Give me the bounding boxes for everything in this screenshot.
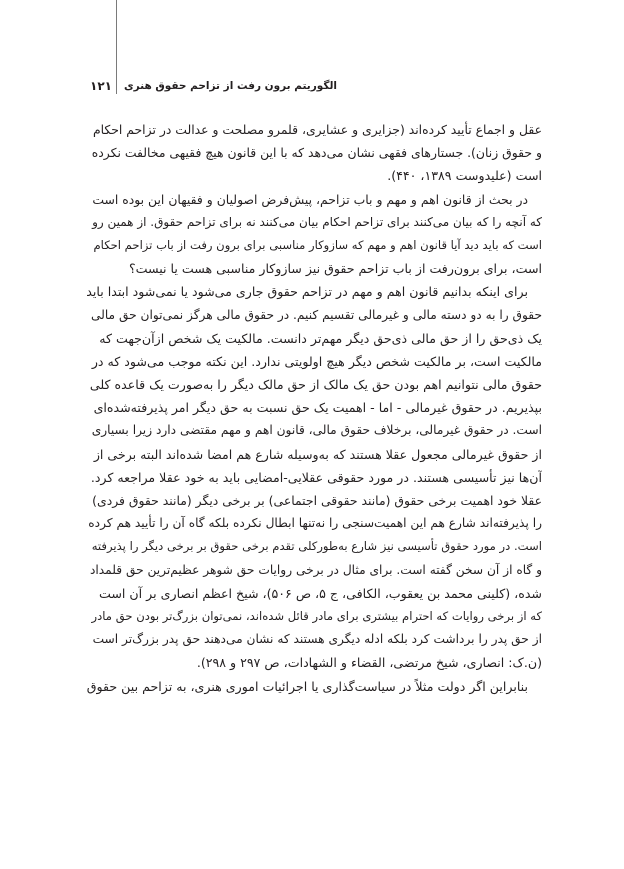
text-line: بنابراین اگر دولت مثلاً در سیاست‌گذاری یا اجرائیات اموری هنری، به تزاحم بین حقوق	[86, 678, 528, 694]
text-line: حقوق را به دو دسته مالی و غیرمالی تقسیم کنیم. در حقوق مالی هرگز نمی‌توان حق مالی	[90, 307, 542, 322]
text-line: است. در مورد حقوق تأسیسی نیز شارع به‌طورکلی تقدم برخی حقوق بر برخی دیگر را پذیرفته	[91, 539, 542, 554]
page-number: ۱۲۱	[90, 79, 112, 93]
text-line: شده، (کلینی محمد بن یعقوب، الکافی، ج ۵، ص ۵۰۶)، شیخ اعظم انصاری بر آن است	[99, 585, 542, 601]
text-line: مالکیت است، بر مالکیت شخص دیگر هیچ اولویتی ندارد. این نکته موجب می‌شود که در	[91, 353, 542, 369]
text-line: و حقوق زنان). جستارهای فقهی نشان می‌دهد که با این قانون هیچ فقیهی مخالفت نکرده	[91, 145, 542, 161]
text-line: آن‌ها نیز تأسیسی هستند. در مورد حقوقی عقلایی-امضایی باید به خود عقلا مراجعه کرد.	[90, 469, 542, 485]
text-line: عقل و اجماع تأیید کرده‌اند (جزایری و عشایری، قلمرو مصلحت و عدالت در تزاحم احکام	[92, 122, 542, 137]
text-line: یک ذی‌حق را از حق مالی ذی‌حق دیگر مهم‌تر دانست. مالکیت یک شخص ازآن‌جهت که	[99, 330, 542, 346]
text-line: است، برای برون‌رفت از باب تزاحم حقوق نیز سازوکار مناسبی هست یا نیست؟	[128, 261, 542, 277]
text-line: بپذیریم. در حقوق غیرمالی - اما - اهمیت یک حق نسبت به حق دیگر امر پذیرفته‌شده‌ای	[93, 400, 542, 416]
text-line: عقلا خود اهمیت برخی حقوق (مانند حقوقی اجتماعی) بر برخی دیگر (مانند حقوق فردی)	[92, 493, 542, 508]
text-line: برای اینکه بدانیم قانون اهم و مهم در تزاحم حقوق جاری می‌شود یا نمی‌شود ابتدا باید	[86, 284, 528, 300]
text-line: حقوق مالی نتوانیم اهم بودن حق یک مالک از حق مالک دیگر را به‌صورت یک قاعده کلی	[89, 377, 542, 393]
text-line: که از برخی روایات که احترام بیشتری برای مادر قائل شده‌اند، نمی‌توان بزرگ‌تر بودن حق مادر	[91, 608, 542, 623]
text-line: از حق پدر را برداشت کرد بلکه ادله دیگری هستند که نشان می‌دهند حق پدر بزرگ‌تر است	[92, 632, 542, 647]
text-line: است. در حقوق غیرمالی، برخلاف حقوق مالی، قانون اهم و مهم مقتضی دارد زیرا بسیاری	[91, 423, 542, 438]
body-text	[86, 118, 542, 698]
text-line: از حقوق غیرمالی مجعول عقلا هستند که به‌وسیله شارع هم امضا شده‌اند البته برخی از	[93, 446, 542, 462]
text-line: است (علیدوست ۱۳۸۹، ۴۴۰).	[387, 168, 542, 184]
text-line: را پذیرفته‌اند شارع هم این اهمیت‌سنجی را نه‌تنها ابطال نکرده بلکه گاه آن را تأیید هم کرده	[88, 516, 542, 531]
text-line: و گاه از آن سخن گفته است. برای مثال در برخی روایات حق شوهر عظیم‌ترین حق قلمداد	[89, 562, 542, 577]
text-line: در بحث از قانون اهم و مهم و باب تزاحم، پیش‌فرض اصولیان و فقیهان این بوده است	[92, 191, 528, 207]
header-vertical-rule	[116, 0, 117, 94]
text-line: که آنچه را که بیان می‌کنند برای تزاحم احکام بیان می‌کنند نه برای تزاحم حقوق. از همین رو	[92, 214, 542, 229]
text-line: (ن.ک: انصاری، شیخ مرتضی، القضاء و الشهادات، ص ۲۹۷ و ۲۹۸).	[196, 655, 542, 671]
running-title: الگوریتم برون رفت از تزاحم حقوق هنری	[124, 80, 338, 92]
text-line: است که باید دید آیا قانون اهم و مهم که سازوکار مناسبی برای برون رفت از باب تزاحم احکام	[93, 237, 542, 252]
